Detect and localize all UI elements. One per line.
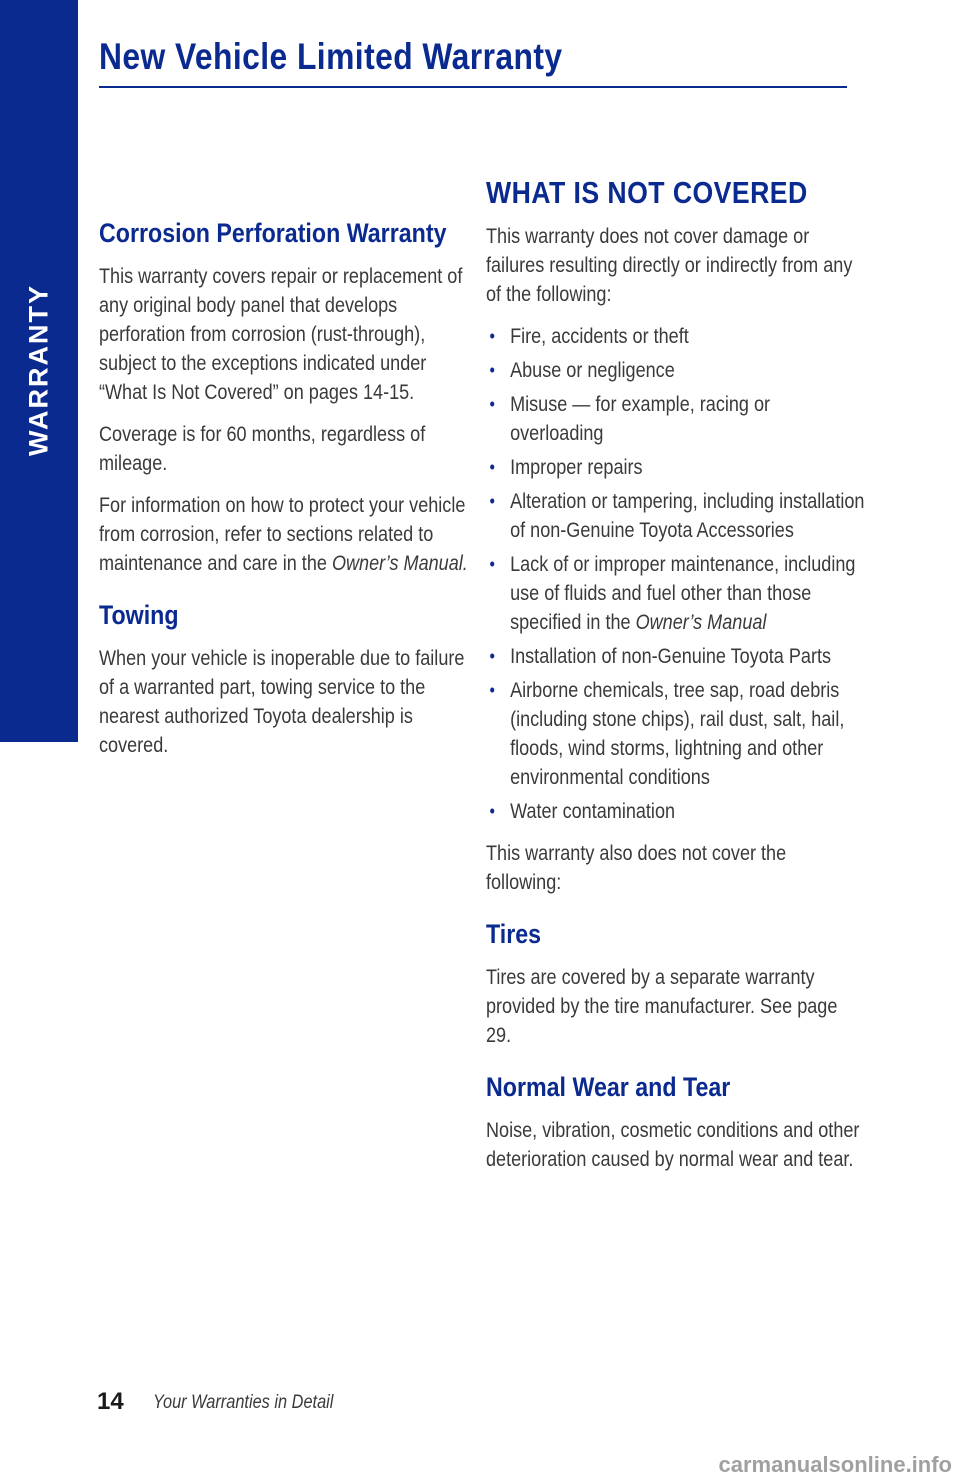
bullet-icon: • — [489, 680, 495, 700]
bullet-icon: • — [489, 801, 495, 821]
page-title: New Vehicle Limited Warranty — [99, 36, 563, 77]
list-item: • Installation of non-Genuine Toyota Parts — [486, 642, 866, 671]
list-item: • Airborne chemicals, tree sap, road debris (including stone chips), rail dust, salt, hail, floods, wind storms, lightning and other environmental conditions — [486, 676, 866, 792]
bullet-icon: • — [489, 491, 495, 511]
not-covered-heading: WHAT IS NOT COVERED — [486, 175, 808, 210]
owners-manual-reference: Owner’s Manual. — [331, 552, 468, 575]
not-covered-outro: This warranty also does not cover the following: — [486, 842, 787, 894]
wear-paragraph: Noise, vibration, cosmetic conditions and other deterioration caused by normal wear and tear. — [486, 1119, 860, 1171]
right-column — [486, 174, 866, 1187]
corrosion-paragraph-3-text: For information on how to protect your vehicle from corrosion, refer to sections related to maintenance and care in the — [99, 494, 466, 575]
not-covered-list — [486, 322, 866, 826]
page-number: 14 — [97, 1388, 124, 1415]
not-covered-intro: This warranty does not cover damage or failures resulting directly or indirectly from any of the following: — [486, 225, 853, 306]
left-column — [99, 216, 469, 773]
tires-paragraph: Tires are covered by a separate warranty provided by the tire manufacturer. See page 29. — [486, 966, 838, 1047]
bullet-icon: • — [489, 360, 495, 380]
corrosion-paragraph-1: This warranty covers repair or replacement of any original body panel that develops perforation from corrosion (rust-through), subject to the exceptions indicated under “What Is Not Covered” on pages 14-15. — [99, 265, 463, 404]
bullet-icon: • — [489, 554, 495, 574]
corrosion-paragraph-2: Coverage is for 60 months, regardless of mileage. — [99, 423, 426, 475]
bullet-icon: • — [489, 394, 495, 414]
footer-section-title: Your Warranties in Detail — [153, 1392, 334, 1413]
list-item: • Fire, accidents or theft — [486, 322, 866, 351]
towing-heading: Towing — [99, 600, 179, 630]
side-tab — [0, 0, 78, 742]
towing-paragraph: When your vehicle is inoperable due to failure of a warranted part, towing service to the nearest authorized Toyota dealership is covered. — [99, 647, 465, 757]
list-item: • Lack of or improper maintenance, including use of fluids and fuel other than those specified in the Owner’s Manual — [486, 550, 866, 637]
wear-heading: Normal Wear and Tear — [486, 1072, 731, 1102]
list-item: • Alteration or tampering, including installation of non-Genuine Toyota Accessories — [486, 487, 866, 545]
owners-manual-reference: Owner’s Manual — [635, 611, 767, 634]
list-item: • Water contamination — [486, 797, 866, 826]
corrosion-heading: Corrosion Perforation Warranty — [99, 218, 447, 248]
list-item: • Misuse — for example, racing or overloading — [486, 390, 866, 448]
bullet-icon: • — [489, 457, 495, 477]
side-tab-label: WARRANTY — [23, 284, 54, 456]
corrosion-paragraph-3 — [99, 491, 469, 578]
tires-heading: Tires — [486, 919, 542, 949]
list-item: • Improper repairs — [486, 453, 866, 482]
list-item: • Abuse or negligence — [486, 356, 866, 385]
bullet-icon: • — [489, 646, 495, 666]
watermark: carmanualsonline.info — [718, 1452, 952, 1477]
title-divider — [99, 86, 847, 88]
bullet-icon: • — [489, 326, 495, 346]
